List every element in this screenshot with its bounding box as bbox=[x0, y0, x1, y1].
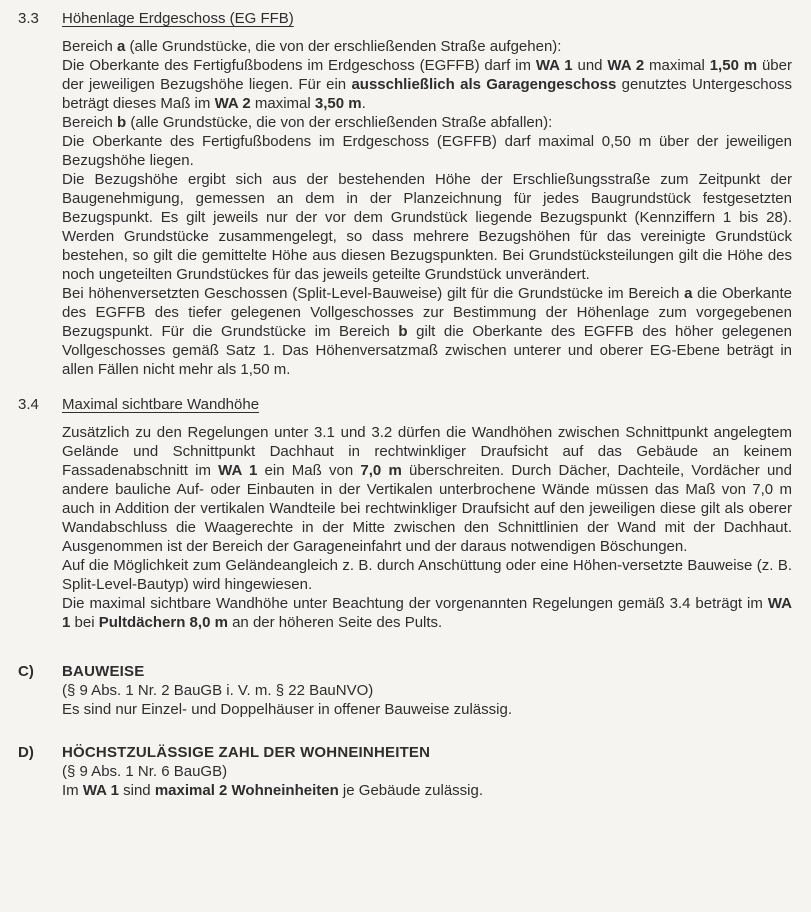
text-run: (alle Grundstücke, die von der erschließenden Straße aufgehen): bbox=[125, 38, 562, 55]
text-run: Die Bezugshöhe ergibt sich aus der bestehenden Höhe der Erschließungsstraße zum Zeitpunkt der Baugenehmigung, gemessen an dem in der Planzeichnung für jedes Baugrundstück festgesetzten Bezugspunkt. Es gilt jeweils nur der vor dem Grundstück liegende Bezugspunkt (Kennziffern 1 bis 28). Werden Grundstücke zusammengelegt, so dass mehrere Bezugshöhen für das vereinigte Grundstück bestehen, so gilt die gemittelte Höhe aus diesen Bezugspunkten. Bei Grundstücksteilungen gilt die Höhe des noch ungeteilten Grundstückes für das jeweils geteilte Grundstück unverändert. bbox=[62, 171, 792, 283]
section-c bbox=[0, 662, 811, 719]
text-run: Es sind nur Einzel- und Doppelhäuser in offener Bauweise zulässig. bbox=[62, 701, 512, 718]
text-run: b bbox=[398, 323, 408, 340]
text-run: Die Oberkante des Fertigfußbodens im Erdgeschoss (EGFFB) darf im bbox=[62, 57, 536, 74]
text-run: Die maximal sichtbare Wandhöhe unter Beachtung der vorgenannten Regelungen gemäß 3.4 beträgt im bbox=[62, 595, 768, 612]
section-d-body bbox=[62, 743, 792, 800]
text-run: Zusätzlich zu den Regelungen unter 3.1 und 3.2 dürfen die Wandhöhen zwischen Schnittpunkt angelegtem Gelände und Schnittpunkt Dachhaut in rechtwinkliger Draufsicht auf das Gebäude an keinem Fassadenabschnitt im bbox=[62, 424, 792, 479]
section-number-3-3: 3.3 bbox=[18, 10, 39, 27]
text-run: über der jeweiligen Bezugshöhe liegen. Für ein bbox=[62, 57, 792, 93]
text-run: die Oberkante des EGFFB des tiefer gelegenen Vollgeschosses zur Bestimmung der Höhenlage zum vorgegebenen Bezugspunkt. Für die Grundstücke im Bereich bbox=[62, 285, 792, 340]
text-run: sind bbox=[118, 782, 155, 799]
law-reference-wohneinheiten: (§ 9 Abs. 1 Nr. 6 BauGB) bbox=[62, 763, 228, 780]
text-run: Im bbox=[62, 782, 83, 799]
section-number-c: C) bbox=[18, 663, 34, 680]
paragraph-bereich-a-intro bbox=[62, 37, 792, 56]
section-heading-wohneinheiten: HÖCHSTZULÄSSIGE ZAHL DER WOHNEINHEITEN bbox=[62, 744, 431, 761]
section-3-4-body bbox=[62, 395, 792, 632]
paragraph-gelaendeangleich bbox=[62, 556, 792, 594]
text-run: und bbox=[572, 57, 608, 74]
text-run: maximal bbox=[644, 57, 710, 74]
section-heading-3-3: Höhenlage Erdgeschoss (EG FFB) bbox=[62, 10, 294, 27]
text-run: WA 1 bbox=[218, 462, 258, 479]
text-run: WA 1 bbox=[82, 782, 119, 799]
text-run: an der höheren Seite des Pults. bbox=[227, 614, 443, 631]
section-3-3-body bbox=[62, 9, 792, 379]
text-run: WA 1 bbox=[62, 595, 792, 631]
text-run: je Gebäude zulässig. bbox=[338, 782, 484, 799]
text-run: bei bbox=[70, 614, 99, 631]
text-run: Pultdächern 8,0 m bbox=[98, 614, 228, 631]
text-run: WA 2 bbox=[607, 57, 645, 74]
text-run: b bbox=[117, 114, 127, 131]
paragraph-bezugshoehe bbox=[62, 170, 792, 284]
section-d bbox=[0, 743, 811, 800]
section-number-d: D) bbox=[18, 744, 34, 761]
paragraph-wandhoehe bbox=[62, 423, 792, 556]
text-run: maximal 2 Wohneinheiten bbox=[154, 782, 339, 799]
text-run: ein Maß von bbox=[257, 462, 361, 479]
paragraph-split-level bbox=[62, 284, 792, 379]
text-run: gilt die Oberkante des EGFFB des höher gelegenen Vollgeschosses gemäß Satz 1. Das Höhenversatzmaß zwischen unterer und oberer EG-Ebene beträgt in allen Fällen nicht mehr als 1,50 m. bbox=[62, 323, 792, 378]
text-run: 7,0 m bbox=[360, 462, 402, 479]
text-run: WA 2 bbox=[214, 95, 251, 112]
text-run: Auf die Möglichkeit zum Geländeangleich z. B. durch Anschüttung oder eine Höhen-versetzte Bauweise (z. B. Split-Level-Bautyp) wird hingewiesen. bbox=[62, 557, 792, 593]
text-run: genutztes Untergeschoss beträgt dieses Maß im bbox=[62, 76, 792, 112]
text-run: Bei höhenversetzten Geschossen (Split-Level-Bauweise) gilt für die Grundstücke im Bereich bbox=[62, 285, 685, 302]
law-reference-bauweise: (§ 9 Abs. 1 Nr. 2 BauGB i. V. m. § 22 BauNVO) bbox=[62, 682, 374, 699]
section-heading-bauweise: BAUWEISE bbox=[62, 663, 145, 680]
section-heading-3-4: Maximal sichtbare Wandhöhe bbox=[62, 396, 260, 413]
text-run: überschreiten. Durch Dächer, Dachteile, Vordächer und andere bauliche Auf- oder Einbauten in der Vertikalen unterbrochene Wände müssen das Maß von 7,0 m auch in Addition der vertikalen Wandteile bei rechtwinkliger Draufsicht auf den jeweiligen diese gilt als oberer Wandabschluss die Waagerechte in der Mitte zwischen den Schnittlinien der Wand mit der Dachhaut. Ausgenommen ist der Bereich der Garageneinfahrt und der daraus notwendigen Böschungen. bbox=[62, 462, 792, 555]
paragraph-bereich-b-text bbox=[62, 132, 792, 170]
text-run: 1,50 m bbox=[709, 57, 758, 74]
paragraph-wohneinheiten bbox=[62, 781, 792, 800]
paragraph-bauweise bbox=[62, 700, 792, 719]
section-number-3-4: 3.4 bbox=[18, 396, 39, 413]
paragraph-bereich-b-intro bbox=[62, 113, 792, 132]
text-run: maximal bbox=[250, 95, 315, 112]
text-run: . bbox=[361, 95, 366, 112]
text-run: Bereich bbox=[62, 38, 118, 55]
text-run: a bbox=[117, 38, 126, 55]
paragraph-pultdaecher bbox=[62, 594, 792, 632]
section-3-4 bbox=[0, 395, 811, 632]
text-run: a bbox=[684, 285, 693, 302]
text-run: ausschließlich als Garagengeschoss bbox=[351, 76, 617, 93]
text-run: Die Oberkante des Fertigfußbodens im Erdgeschoss (EGFFB) darf maximal 0,50 m über der jeweiligen Bezugshöhe liegen. bbox=[62, 133, 792, 169]
text-run: WA 1 bbox=[535, 57, 573, 74]
paragraph-bereich-a-text bbox=[62, 56, 792, 113]
section-c-body bbox=[62, 662, 792, 719]
section-3-3 bbox=[0, 9, 811, 379]
text-run: 3,50 m bbox=[314, 95, 362, 112]
text-run: (alle Grundstücke, die von der erschließenden Straße abfallen): bbox=[126, 114, 553, 131]
text-run: Bereich bbox=[62, 114, 118, 131]
